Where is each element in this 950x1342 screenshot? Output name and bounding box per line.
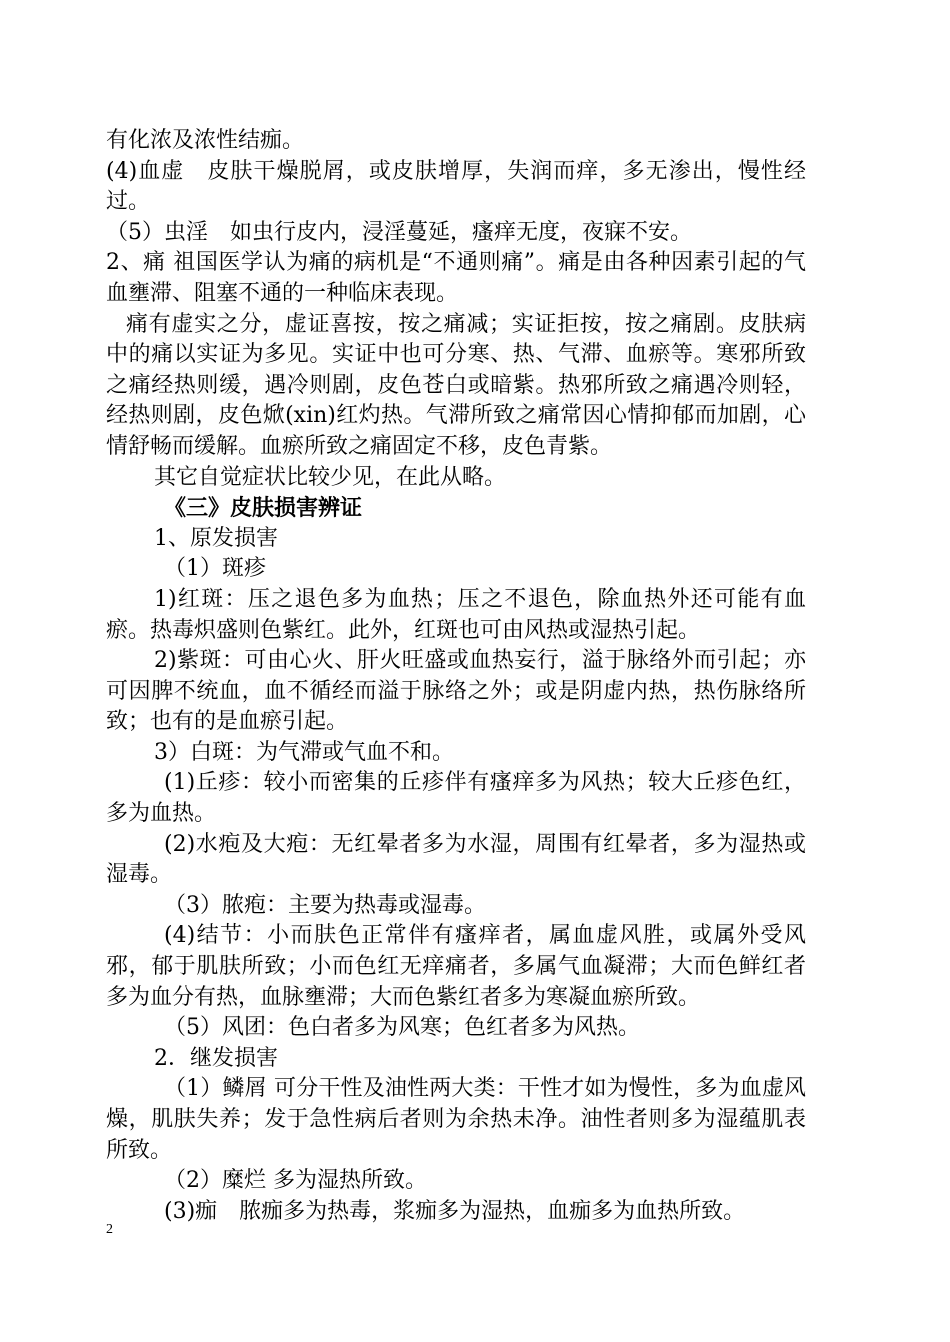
paragraph: （1）鳞屑 可分干性及油性两大类：干性才如为慢性，多为血虚风燥，肌肤失养；发于急性病后者则为余热未净。油性者则多为湿蕴肌表所致。 (106, 1076, 806, 1163)
paragraph: 有化浓及浓性结痂。 (106, 128, 305, 153)
paragraph: （5）风团：色白者多为风寒；色红者多为风热。 (164, 1015, 640, 1041)
paragraph: (4)血虚 皮肤干燥脱屑，或皮肤增厚，失润而痒，多无渗出，慢性经过。 (106, 158, 806, 215)
paragraph: (4)结节：小而肤色正常伴有瘙痒者，属血虚风胜，或属外受风邪，郁于肌肤所致；小而色红无痒痛者，多属气血凝滞；大而色鲜红者多为血分有热，血脉壅滞；大而色紫红者多为寒凝血瘀所致。 (106, 923, 806, 1010)
paragraph: 2、痛 祖国医学认为痛的病机是“不通则痛”。痛是由各种因素引起的气血壅滞、阻塞不通的一种临床表现。 (106, 250, 806, 306)
paragraph: (1)丘疹：较小而密集的丘疹伴有瘙痒多为风热；较大丘疹色红，多为血热。 (106, 770, 806, 827)
paragraph: 2．继发损害 (154, 1045, 278, 1071)
paragraph: （5）虫淫 如虫行皮内，浸淫蔓延，瘙痒无度，夜寐不安。 (106, 219, 692, 245)
paragraph: （3）脓疱：主要为热毒或湿毒。 (164, 892, 486, 918)
paragraph: 其它自觉症状比较少见，在此从略。 (154, 464, 507, 490)
paragraph: (2)水疱及大疱：无红晕者多为水湿，周围有红晕者，多为湿热或湿毒。 (106, 831, 806, 888)
paragraph: 2)紫斑：可由心火、肝火旺盛或血热妄行，溢于脉络外而引起；亦可因脾不统血，血不循经而溢于脉络之外；或是阴虚内热，热伤脉络所致；也有的是血瘀引起。 (106, 648, 806, 735)
paragraph: 3）白斑：为气滞或气血不和。 (154, 739, 454, 765)
paragraph: 1)红斑：压之退色多为血热；压之不退色，除血热外还可能有血瘀。热毒炽盛则色紫红。此外，红斑也可由风热或湿热引起。 (106, 586, 806, 643)
document-body (106, 126, 806, 1227)
paragraph: （2）糜烂 多为湿热所致。 (164, 1168, 427, 1194)
paragraph: 1、原发损害 (154, 525, 278, 551)
paragraph: 痛有虚实之分，虚证喜按，按之痛减；实证拒按，按之痛剧。皮肤病中的痛以实证为多见。实证中也可分寒、热、气滞、血瘀等。寒邪所致之痛经热则缓，遇冷则剧，皮色苍白或暗紫。热邪所致之痛遇冷则轻，经热则剧，皮色焮(xin)红灼热。气滞所致之痛常因心情抑郁而加剧，心情舒畅而缓解。血瘀所致之痛固定不移，皮色青紫。 (106, 311, 806, 459)
page-number: 2 (106, 1222, 113, 1237)
paragraph: （1）斑疹 (164, 556, 266, 582)
paragraph: (3)痂 脓痂多为热毒，浆痂多为湿热，血痂多为血热所致。 (164, 1198, 746, 1224)
section-heading: 《三》皮肤损害辨证 (164, 495, 363, 522)
